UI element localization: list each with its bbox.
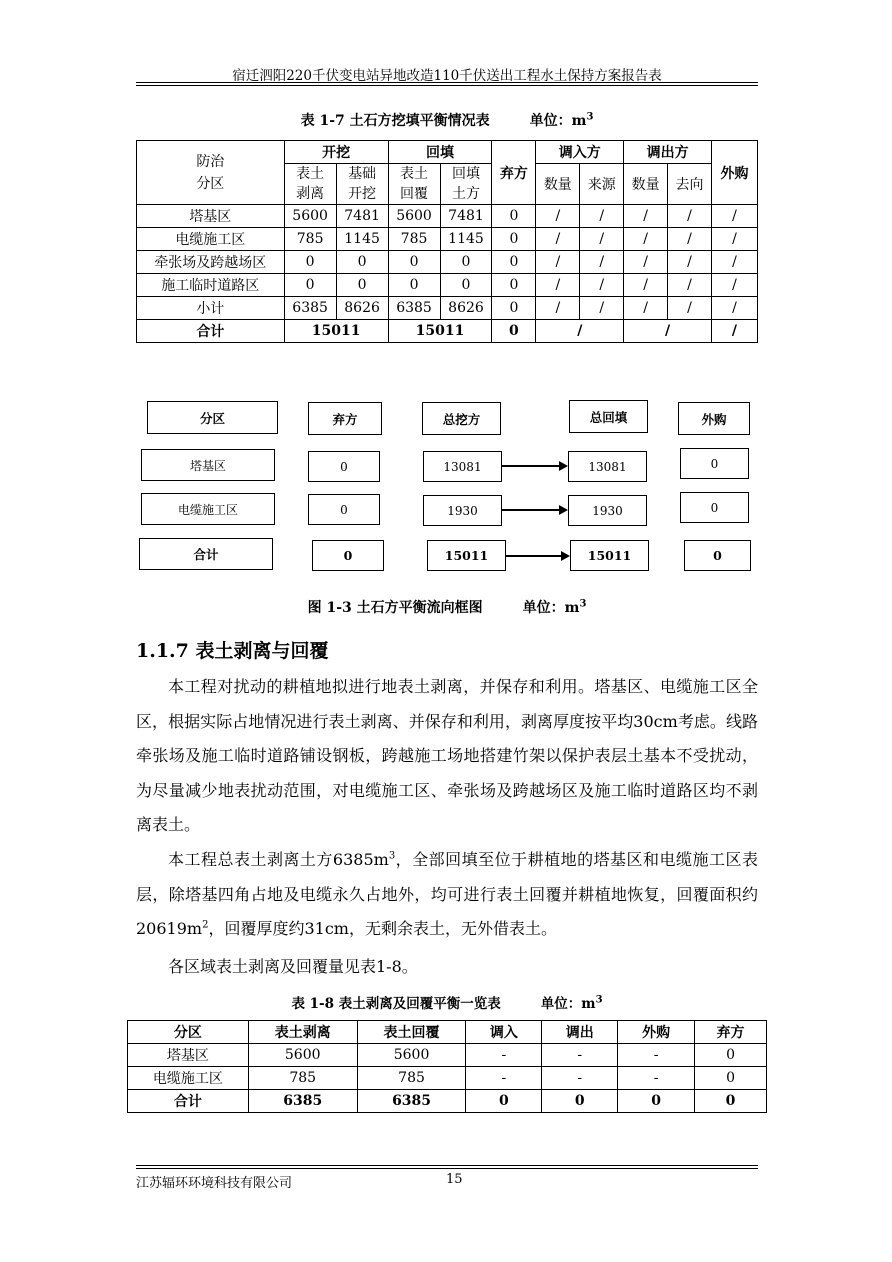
paragraph-2: 本工程总表土剥离土方$6385m^3$，全部回填至位于耕植地的塔基区和电缆施工区表层，除塔基四角占地及电缆永久占地外，均可进行表土回覆并耕植地恢复，回覆面积约$20619m^2$，回覆厚度约31cm，无剩余表土，无外借表土。 [136,850,758,938]
flow-purchase-total: 0 [684,540,751,571]
table-cell: - [542,1067,618,1090]
th-transfer-out: 调出方 [624,141,712,164]
table-cell: 5600 [388,205,440,228]
flow-excavation-total: 15011 [427,540,506,571]
table-cell: / [624,297,668,320]
table-cell: - [618,1044,695,1067]
table-row [137,205,758,228]
table-cell: / [536,274,580,297]
table-cell: / [711,228,757,251]
table-cell: 0 [492,228,536,251]
flow-excavation-cable: 1930 [423,495,502,526]
total-waste: 0 [492,320,536,343]
table-cell: / [668,228,712,251]
table-cell: 0 [492,251,536,274]
table-cell: / [580,205,624,228]
flow-arrow-tower [502,465,566,467]
th-backfill: 回填 [388,141,492,164]
table-cell: / [536,205,580,228]
table-cell: 6385 [388,297,440,320]
table-cell: / [711,251,757,274]
table-row [137,274,758,297]
table-cell: 0 [492,297,536,320]
table-1-7-total-row [137,320,758,343]
paragraph-1: 本工程对扰动的耕植地拟进行地表土剥离，并保存和利用。塔基区、电缆施工区全区，根据实际占地情况进行表土剥离、并保存和利用，剥离厚度按平均30cm考虑。线路牵张场及施工临时道路铺设钢板，跨越施工场地搭建竹架以保护表层土基本不受扰动，为尽量减少地表扰动范围，对电缆施工区、牵张场及跨越场区及施工临时道路区均不剥离表土。 [136,677,758,834]
footer-company: 江苏辐环环境科技有限公司 [136,1176,293,1191]
table-cell: 6385 [284,297,336,320]
table-cell: / [668,251,712,274]
figure-1-3-unit: 单位：$m^3$ [522,598,587,616]
table-cell: 0 [695,1067,767,1090]
table-cell: 0 [466,1090,542,1113]
flow-arrow-total [506,555,568,557]
table-cell: / [711,205,757,228]
table-cell: / [668,274,712,297]
table-cell: - [542,1044,618,1067]
paragraph-3: 各区域表土剥离及回覆量见表1-8。 [168,957,418,976]
table-cell: / [580,228,624,251]
table-cell: 0 [336,274,388,297]
t18-th-waste: 弃方 [695,1021,767,1044]
table-1-8-header-row [128,1021,767,1044]
table-cell: 5600 [357,1044,466,1067]
table-cell: 0 [542,1090,618,1113]
t18-th-cover: 表土回覆 [357,1021,466,1044]
flow-backfill-tower: 13081 [568,451,647,482]
table-cell: / [580,297,624,320]
th-topsoil-strip: 表土 剥离 [284,164,336,205]
th-transfer-in: 调入方 [536,141,624,164]
table-cell: 8626 [336,297,388,320]
table-cell: 0 [618,1090,695,1113]
figure-1-3-caption [136,597,758,617]
table-cell: 施工临时道路区 [137,274,285,297]
table-row [137,297,758,320]
table-cell: 0 [440,251,492,274]
th-in-qty: 数量 [536,164,580,205]
table-row [137,251,758,274]
flow-purchase-tower: 0 [680,448,749,479]
flow-header-purchase: 外购 [678,402,750,435]
table-cell: / [668,205,712,228]
table-cell: 785 [284,228,336,251]
table-cell: 合计 [128,1090,249,1113]
table-1-8-unit: 单位：$m^3$ [540,994,603,1012]
table-row [137,228,758,251]
table-cell: - [618,1067,695,1090]
running-header: 宿迁泗阳220千伏变电站异地改造110千伏送出工程水土保持方案报告表 [232,68,662,84]
flow-arrow-cable [502,509,566,511]
th-topsoil-cover: 表土 回覆 [388,164,440,205]
total-transfer-in: / [536,320,624,343]
footer-rule-thin [136,1165,758,1166]
table-cell: 785 [357,1067,466,1090]
table-1-8 [127,1020,767,1113]
th-waste: 弃方 [492,141,536,205]
table-cell: 电缆施工区 [137,228,285,251]
total-purchase: / [711,320,757,343]
flow-backfill-cable: 1930 [568,495,647,526]
table-1-7-unit: 单位：$m^3$ [529,111,594,129]
t18-th-out: 调出 [542,1021,618,1044]
table-cell: 0 [388,274,440,297]
total-transfer-out: / [624,320,712,343]
header-rule [136,82,758,83]
th-excavation: 开挖 [284,141,388,164]
flow-purchase-cable: 0 [680,492,749,523]
table-cell: / [624,251,668,274]
table-row [128,1067,767,1090]
t18-th-zone: 分区 [128,1021,249,1044]
flow-excavation-tower: 13081 [423,451,502,482]
header-rule-thin [136,85,758,86]
flow-waste-tower: 0 [308,451,380,482]
table-cell: / [624,205,668,228]
table-cell: 6385 [357,1090,466,1113]
flow-header-waste: 弃方 [308,402,382,435]
table-row [128,1044,767,1067]
table-cell: 785 [248,1067,357,1090]
total-excavation: 15011 [284,320,388,343]
t18-th-in: 调入 [466,1021,542,1044]
table-cell: 塔基区 [128,1044,249,1067]
table-cell: / [536,297,580,320]
table-cell: - [466,1067,542,1090]
flow-zone-tower: 塔基区 [141,449,275,481]
table-cell: 5600 [284,205,336,228]
flow-zone-cable: 电缆施工区 [141,493,275,525]
table-cell: 0 [336,251,388,274]
table-cell: 0 [492,205,536,228]
flow-waste-total: 0 [312,540,384,571]
table-cell: 1145 [440,228,492,251]
table-cell: 0 [440,274,492,297]
table-cell: 0 [492,274,536,297]
table-cell: 小计 [137,297,285,320]
table-cell: / [711,297,757,320]
table-cell: / [580,251,624,274]
table-cell: / [580,274,624,297]
th-purchase: 外购 [711,141,757,205]
table-cell: - [466,1044,542,1067]
table-cell: 0 [695,1044,767,1067]
th-fill-earth: 回填 土方 [440,164,492,205]
table-cell: 0 [284,251,336,274]
table-1-7 [136,140,758,343]
table-cell: 塔基区 [137,205,285,228]
table-row [128,1090,767,1113]
table-1-7-caption [136,110,758,130]
table-cell: 7481 [336,205,388,228]
table-cell: 7481 [440,205,492,228]
flow-header-backfill: 总回填 [569,400,648,433]
th-in-src: 来源 [580,164,624,205]
table-cell: / [624,274,668,297]
total-backfill: 15011 [388,320,492,343]
page-number: 15 [446,1172,463,1187]
table-1-8-title: 表 1-8 表土剥离及回覆平衡一览表 [291,996,501,1012]
th-zone: 防治 分区 [137,141,285,205]
flow-header-zone: 分区 [147,401,278,434]
table-cell: 牵张场及跨越场区 [137,251,285,274]
table-cell: / [711,274,757,297]
section-heading: 1.1.7 表土剥离与回覆 [136,640,329,662]
table-cell: 0 [695,1090,767,1113]
table-cell: / [536,251,580,274]
total-label: 合计 [137,320,285,343]
table-cell: 0 [388,251,440,274]
t18-th-strip: 表土剥离 [248,1021,357,1044]
flow-waste-cable: 0 [308,494,380,525]
table-cell: 6385 [248,1090,357,1113]
th-out-qty: 数量 [624,164,668,205]
table-cell: 785 [388,228,440,251]
table-cell: 8626 [440,297,492,320]
table-cell: 电缆施工区 [128,1067,249,1090]
table-cell: / [668,297,712,320]
t18-th-purchase: 外购 [618,1021,695,1044]
table-cell: 0 [284,274,336,297]
table-cell: / [536,228,580,251]
flow-zone-total: 合计 [139,538,273,570]
table-1-8-caption [127,992,767,1012]
figure-1-3-title: 图 1-3 土石方平衡流向框图 [307,600,483,616]
table-cell: 5600 [248,1044,357,1067]
flow-backfill-total: 15011 [570,540,649,571]
table-1-7-title: 表 1-7 土石方挖填平衡情况表 [300,113,490,129]
th-foundation-dig: 基础 开挖 [336,164,388,205]
th-out-dest: 去向 [668,164,712,205]
table-cell: / [624,228,668,251]
flow-header-excavation: 总挖方 [422,402,501,435]
footer-rule [136,1168,758,1169]
table-cell: 1145 [336,228,388,251]
